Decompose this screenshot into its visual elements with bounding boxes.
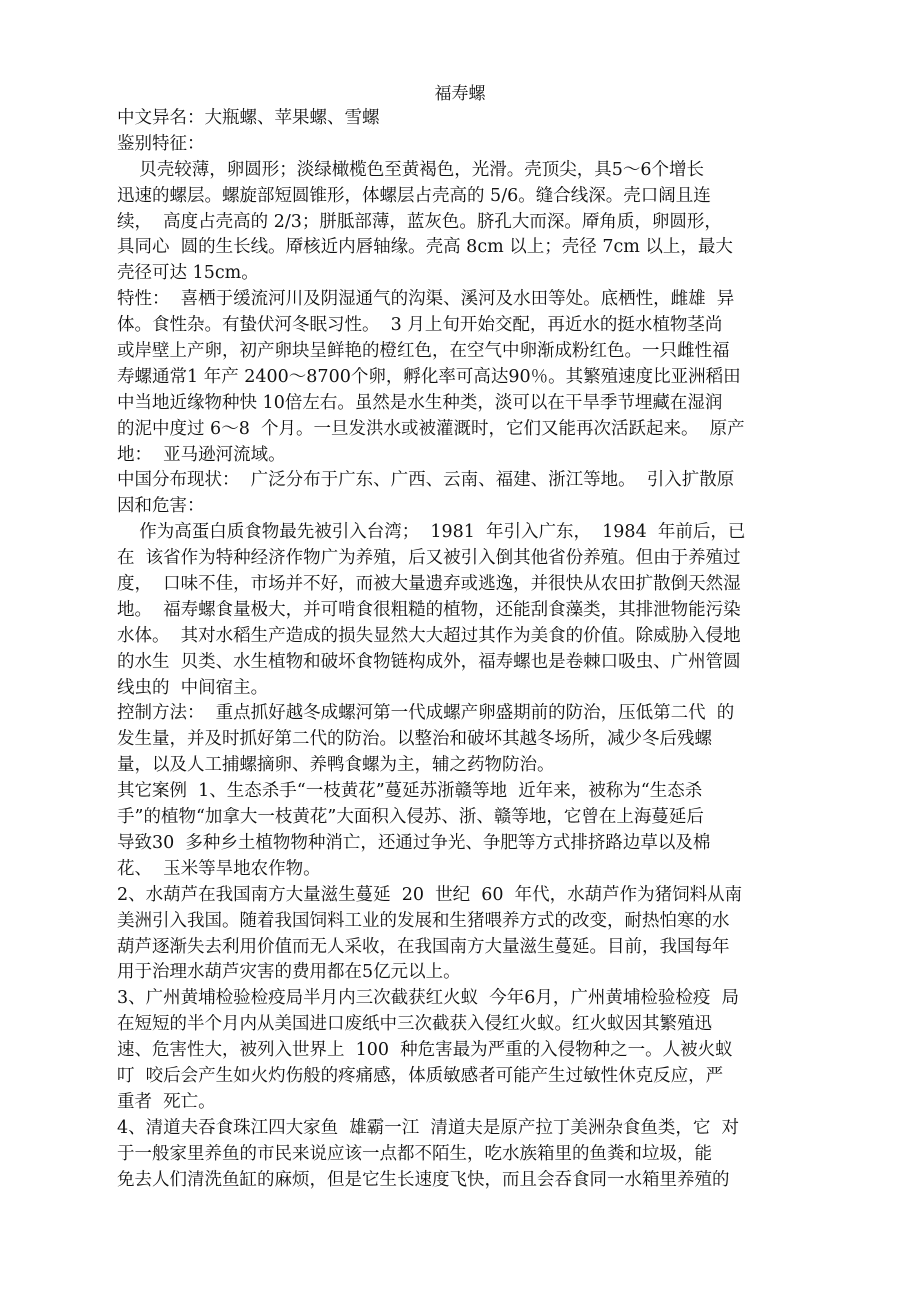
text-line: 重者 死亡。 (117, 1091, 216, 1112)
text-line: 度， 口味不佳，市场并不好，而被大量遗弃或逃逸，并很快从农田扩散倒天然湿 (117, 574, 741, 595)
text-line: 速、危害性大，被列入世界上 100 种危害最为严重的入侵物种之一。人被火蚁 (117, 1040, 733, 1061)
text-line: 因和危害： (117, 496, 205, 517)
text-line: 花、 玉米等旱地农作物。 (117, 858, 321, 879)
text-line: 美洲引入我国。随着我国饲料工业的发展和生猪喂养方式的改变，耐热怕寒的水 (117, 910, 730, 931)
text-line: 鉴别特征： (117, 133, 205, 154)
text-line: 水体。 其对水稻生产造成的损失显然大大超过其作为美食的价值。除威胁入侵地 (117, 625, 741, 646)
text-line: 发生量，并及时抓好第二代的防治。以整治和破坏其越冬场所，减少冬后残螺 (117, 729, 712, 750)
text-line: 地。 福寿螺食量极大，并可啃食很粗糙的植物，还能刮食藻类，其排泄物能污染 (117, 599, 741, 620)
text-line: 体。食性杂。有蛰伏河冬眠习性。 3 月上旬开始交配，再近水的挺水植物茎尚 (117, 315, 723, 336)
text-line: 其它案例 1、生态杀手“一枝黄花”蔓延苏浙赣等地 近年来，被称为“生态杀 (117, 781, 703, 802)
text-line: 2、水葫芦在我国南方大量滋生蔓延 20 世纪 60 年代，水葫芦作为猪饲料从南 (117, 884, 743, 905)
text-line: 葫芦逐渐失去利用价值而无人采收，在我国南方大量滋生蔓延。目前，我国每年 (117, 936, 730, 957)
text-line: 在短短的半个月内从美国进口废纸中三次截获入侵红火蚁。红火蚁因其繁殖迅 (117, 1014, 712, 1035)
text-line: 量，以及人工捕螺摘卵、养鸭食螺为主，辅之药物防治。 (117, 755, 555, 776)
document-title: 福寿螺 (434, 84, 486, 104)
document-body (117, 106, 807, 1193)
text-line: 叮 咬后会产生如火灼伤般的疼痛感，体质敏感者可能产生过敏性休克反应，严 (117, 1065, 724, 1086)
text-line: 中当地近缘物种快 10倍左右。虽然是水生种类，淡可以在干旱季节埋藏在湿润 (117, 392, 723, 413)
text-line: 寿螺通常1 年产 2400〜8700个卵，孵化率可高达90％。其繁殖速度比亚洲稻田 (117, 366, 741, 387)
text-line: 手”的植物“加拿大一枝黄花”大面积入侵苏、浙、赣等地，它曾在上海蔓延后 (117, 807, 704, 828)
text-line: 或岸壁上产卵，初产卵块呈鲜艳的橙红色，在空气中卵渐成粉红色。一只雌性福 (117, 341, 730, 362)
text-line: 贝壳较薄，卵圆形；淡绿橄榄色至黄褐色，光滑。壳顶尖，具5〜6个增长 (117, 159, 705, 180)
text-line: 用于治理水葫芦灾害的费用都在5亿元以上。 (117, 962, 461, 983)
text-line: 4、清道夫吞食珠江四大家鱼 雄霸一江 清道夫是原产拉丁美洲杂食鱼类，它 对 (117, 1117, 740, 1138)
text-line: 作为高蛋白质食物最先被引入台湾； 1981 年引入广东， 1984 年前后，已 (117, 522, 746, 543)
text-line: 中国分布现状： 广泛分布于广东、广西、云南、福建、浙江等地。 引入扩散原 (117, 470, 735, 491)
text-line: 特性： 喜栖于缓流河川及阴湿通气的沟渠、溪河及水田等处。底栖性，雌雄 异 (117, 289, 735, 310)
text-line: 的泥中度过 6〜8 个月。一旦发洪水或被灌溉时，它们又能再次活跃起来。 原产 (117, 418, 745, 439)
text-line: 在 该省作为特种经济作物广为养殖，后又被引入倒其他省份养殖。但由于养殖过 (117, 548, 741, 569)
text-line: 线虫的 中间宿主。 (117, 677, 269, 698)
text-line: 壳径可达 15cm。 (117, 263, 259, 284)
text-line: 地： 亚马逊河流域。 (117, 444, 286, 465)
text-line: 导致30 多种乡土植物物种消亡，还通过争光、争肥等方式排挤路边草以及棉 (117, 832, 711, 853)
text-line: 迅速的螺层。螺旋部短圆锥形，体螺层占壳高的 5/6。缝合线深。壳口阔且连 (117, 185, 711, 206)
text-line: 的水生 贝类、水生植物和破坏食物链构成外，福寿螺也是卷棘口吸虫、广州管圆 (117, 651, 741, 672)
text-line: 中文异名：大瓶螺、苹果螺、雪螺 (117, 108, 380, 128)
text-line: 免去人们清洗鱼缸的麻烦，但是它生长速度飞快，而且会吞食同一水箱里养殖的 (117, 1169, 730, 1190)
text-line: 具同心 圆的生长线。厣核近内唇轴缘。壳高 8cm 以上；壳径 7cm 以上，最大 (117, 237, 733, 258)
text-line: 于一般家里养鱼的市民来说应该一点都不陌生，吃水族箱里的鱼粪和垃圾，能 (117, 1143, 712, 1164)
text-line: 3、广州黄埔检验检疫局半月内三次截获红火蚁 今年6月，广州黄埔检验检疫 局 (117, 988, 740, 1009)
text-line: 控制方法： 重点抓好越冬成螺河第一代成螺产卵盛期前的防治，压低第二代 的 (117, 703, 735, 724)
text-line: 续， 高度占壳高的 2/3；胼胝部薄，蓝灰色。脐孔大而深。厣角质，卵圆形， (117, 211, 722, 232)
